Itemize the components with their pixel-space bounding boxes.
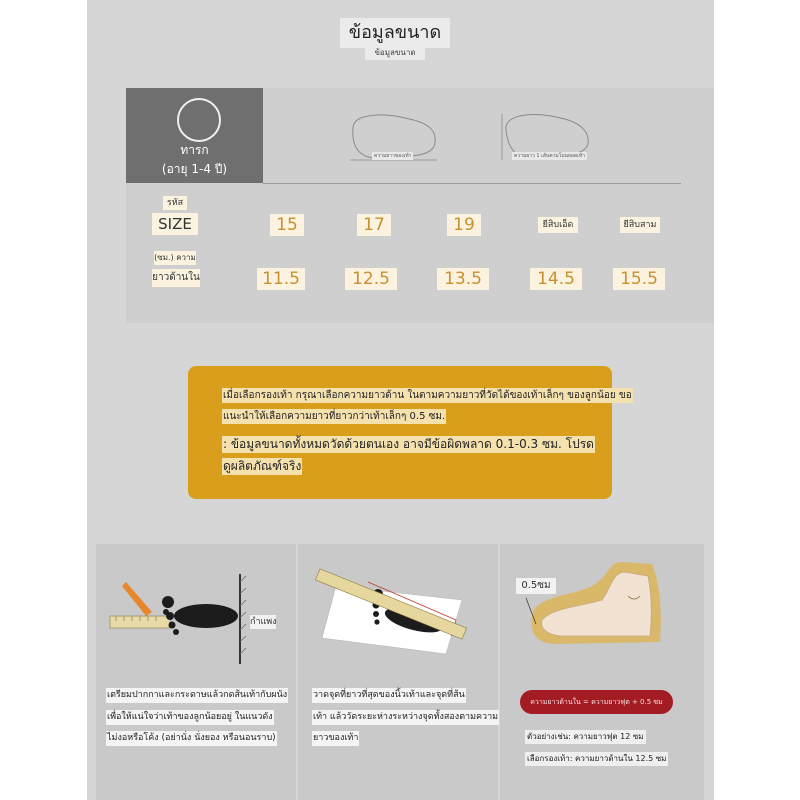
length-value: 11.5 bbox=[257, 268, 305, 290]
page-title: ข้อมูลขนาด bbox=[340, 18, 450, 48]
wall-label: กำแพง bbox=[250, 617, 277, 627]
size-label: SIZE bbox=[152, 213, 198, 235]
example-text: เลือกรองเท้า: ความยาวด้านใน 12.5 ซม bbox=[525, 752, 668, 766]
note-box bbox=[188, 366, 612, 499]
step-2-text: วาดจุดที่ยาวที่สุดของนิ้วเท้าและจุดที่ส้น bbox=[312, 688, 466, 703]
foot-length-label: ความยาวของเท้า bbox=[374, 153, 412, 159]
step-1-text: เพื่อให้แน่ใจว่าเท้าของลูกน้อยอยู่ ในแนวดัง bbox=[106, 710, 274, 725]
baby-face-icon bbox=[177, 98, 221, 142]
baby-label: ทารก bbox=[180, 143, 209, 157]
size-value: ยีสิบเอ็ด bbox=[538, 217, 578, 233]
example-text: ตัวอย่างเช่น: ความยาวฟุต 12 ซม bbox=[525, 730, 646, 744]
note-line: เมื่อเลือกรองเท้า กรุณาเลือกความยาวด้าน ในตามความยาวที่วัดได้ของเท้าเล็กๆ ของลูกน้อย ขอ bbox=[223, 390, 632, 401]
size-value: 15 bbox=[270, 214, 304, 236]
shoe-with-foot-icon bbox=[512, 556, 682, 666]
length-value: 15.5 bbox=[613, 268, 665, 290]
extra-length-callout: 0.5ซม bbox=[516, 578, 556, 594]
step-1-text: ไม่งอหรือโค้ง (อย่านั่ง นั่งยอง หรือนอนราบ) bbox=[106, 731, 277, 746]
note-line: แนะนำให้เลือกความยาวที่ยาวกว่าเท้าเล็กๆ 0.5 ซม. bbox=[223, 411, 446, 422]
divider bbox=[263, 183, 681, 184]
note-line: : ข้อมูลขนาดทั้งหมดวัดด้วยตนเอง อาจมีข้อผิดพลาด 0.1-0.3 ซม. โปรด bbox=[223, 437, 594, 451]
step-2-text: ยาวของเท้า bbox=[312, 731, 359, 746]
size-value: ยีสิบสาม bbox=[620, 217, 660, 233]
length-value: 12.5 bbox=[345, 268, 397, 290]
step-2-text: เท้า แล้ววัดระยะห่างระหว่างจุดทั้งสองตามความ bbox=[312, 710, 499, 725]
insole-length-label: ความยาว 1 เส้นตามโบนยอดเท้า bbox=[514, 153, 585, 159]
size-value: 17 bbox=[357, 214, 391, 236]
baby-category-box bbox=[126, 88, 263, 183]
measure-foot-paper-icon bbox=[306, 568, 486, 668]
length-label-2: ยาวด้านใน bbox=[152, 269, 200, 287]
formula-pill: ความยาวด้านใน = ความยาวฟุต + 0.5 ซม bbox=[520, 690, 673, 714]
length-label-1: (ซม.) ความ bbox=[154, 251, 196, 265]
baby-age-label: (อายุ 1-4 ปี) bbox=[161, 162, 228, 176]
code-label: รหัส bbox=[163, 196, 187, 210]
length-value: 13.5 bbox=[437, 268, 489, 290]
size-value: 19 bbox=[447, 214, 481, 236]
note-line: ดูผลิตภัณฑ์จริง bbox=[223, 459, 302, 473]
length-value: 14.5 bbox=[530, 268, 582, 290]
page-subtitle: ข้อมูลขนาด bbox=[365, 46, 425, 60]
step-1-text: เตรียมปากกาและกระดาษแล้วกดส้นเท้ากับผนัง bbox=[106, 688, 288, 703]
